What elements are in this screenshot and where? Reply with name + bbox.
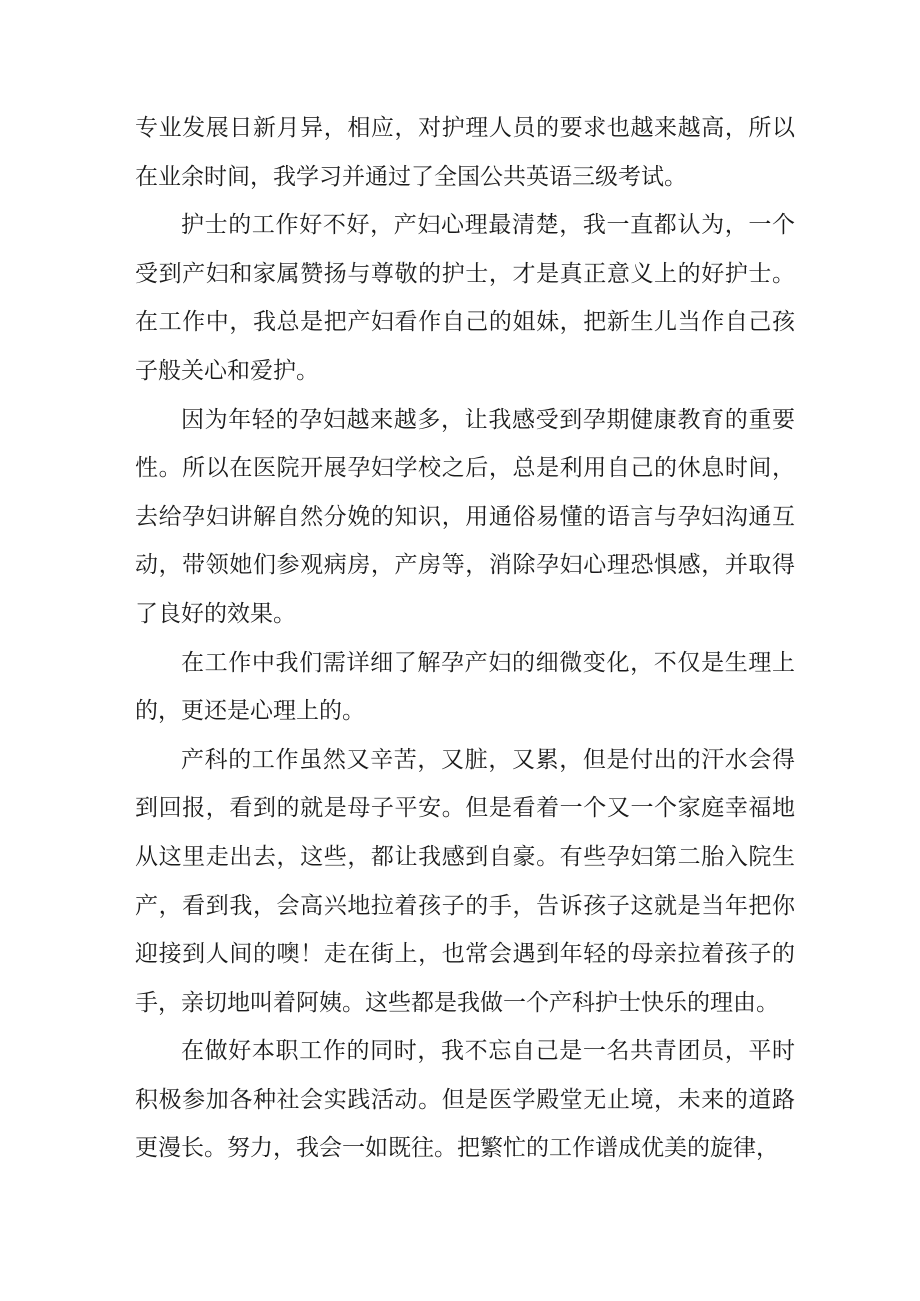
paragraph-6: 在做好本职工作的同时，我不忘自己是一名共青团员，平时积极参加各种社会实践活动。但是医学殿堂无止境，未来的道路更漫长。努力，我会一如既往。把繁忙的工作谱成优美的旋律， (135, 1038, 795, 1162)
document-body (135, 104, 795, 1173)
paragraph-5: 产科的工作虽然又辛苦，又脏，又累，但是付出的汗水会得到回报，看到的就是母子平安。但是看着一个又一个家庭幸福地从这里走出去，这些，都让我感到自豪。有些孕妇第二胎入院生产，看到我，会高兴地拉着孩子的手，告诉孩子这就是当年把你迎接到人间的噢！走在街上，也常会遇到年轻的母亲拉着孩子的手，亲切地叫着阿姨。这些都是我做一个产科护士快乐的理由。 (135, 746, 795, 1016)
paragraph-2: 护士的工作好不好，产妇心理最清楚，我一直都认为，一个受到产妇和家属赞扬与尊敬的护士，才是真正意义上的好护士。在工作中，我总是把产妇看作自己的姐妹，把新生儿当作自己孩子般关心和爱护。 (135, 212, 795, 384)
paragraph-3: 因为年轻的孕妇越来越多，让我感受到孕期健康教育的重要性。所以在医院开展孕妇学校之后，总是利用自己的休息时间，去给孕妇讲解自然分娩的知识，用通俗易懂的语言与孕妇沟通互动，带领她们参观病房，产房等，消除孕妇心理恐惧感，并取得了良好的效果。 (135, 406, 795, 627)
paragraph-4: 在工作中我们需详细了解孕产妇的细微变化，不仅是生理上的，更还是心理上的。 (135, 649, 795, 725)
paragraph-1: 专业发展日新月异，相应，对护理人员的要求也越来越高，所以在业余时间，我学习并通过了全国公共英语三级考试。 (135, 115, 795, 190)
